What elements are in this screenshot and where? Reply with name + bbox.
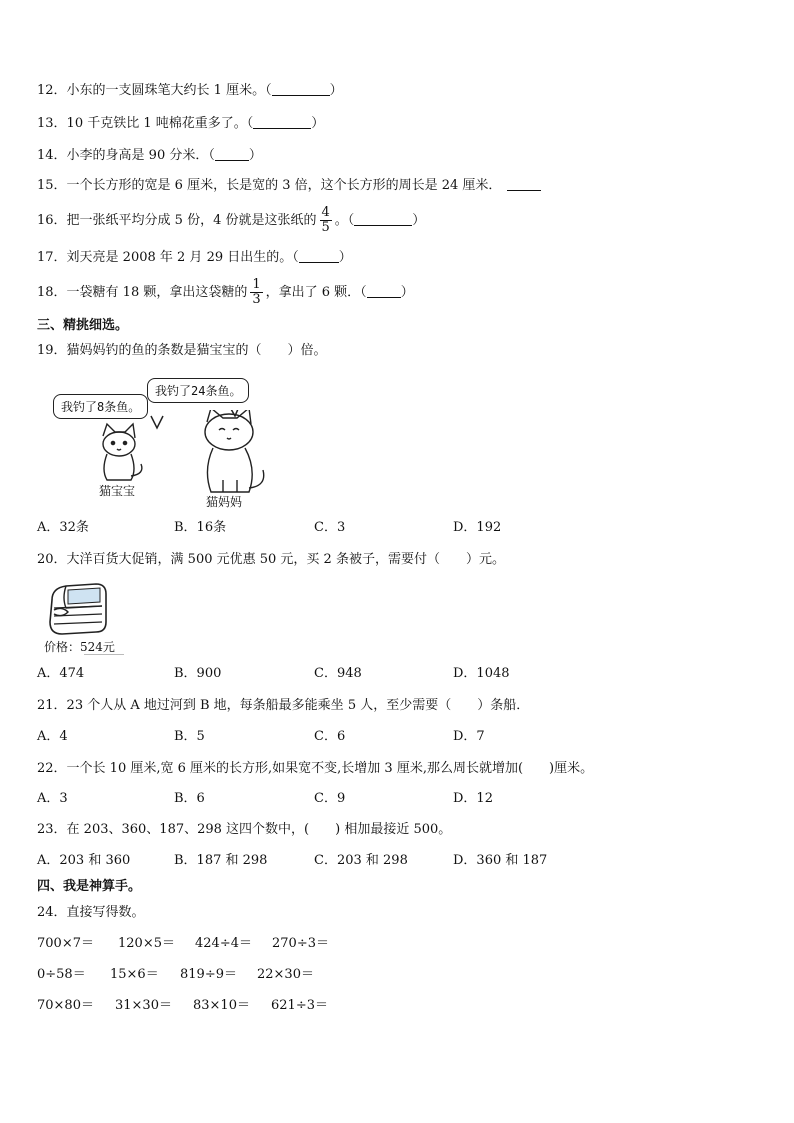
calc-item: 270÷3＝ <box>272 936 329 951</box>
question-number: 12． <box>37 83 67 98</box>
answer-blank[interactable] <box>299 250 339 263</box>
option-d[interactable]: D．192 <box>453 520 502 535</box>
calc-item: 70×80＝ <box>37 998 94 1013</box>
price-underline <box>84 654 124 655</box>
calc-item: 15×6＝ <box>110 967 159 982</box>
option-d[interactable]: D．12 <box>453 791 493 806</box>
quilt-icon <box>44 578 110 638</box>
paren-close: ） <box>400 285 414 300</box>
question-text-tail: ，拿出了 6 颗．（ <box>265 285 367 300</box>
option-a[interactable]: A．203 和 360 <box>37 853 131 868</box>
question-text: 把一张纸平均分成 5 份，4 份就是这张纸的 <box>66 213 317 228</box>
question-number: 16． <box>37 213 67 228</box>
option-b[interactable]: B．16条 <box>174 520 227 535</box>
paren-close: ） <box>311 116 325 131</box>
question-21: 21．23 个人从 A 地过河到 B 地，每条船最多能乘坐 5 人，至少需要（ ）条船． <box>37 698 530 713</box>
option-c[interactable]: C．3 <box>314 520 346 535</box>
price-label: 价格： <box>44 640 81 654</box>
mother-cat-icon <box>205 410 264 492</box>
option-a[interactable]: A．4 <box>37 729 68 744</box>
answer-blank[interactable] <box>253 116 311 129</box>
paren-close: ） <box>248 148 262 163</box>
mother-cat-label: 猫妈妈 <box>206 495 243 509</box>
question-12 <box>37 83 343 99</box>
question-24: 24．直接写得数。 <box>37 905 145 920</box>
option-b[interactable]: B．900 <box>174 666 222 681</box>
question-23: 23．在 203、360、187、298 这四个数中，( ) 相加最接近 500。 <box>37 822 452 837</box>
option-d[interactable]: D．1048 <box>453 666 510 681</box>
fraction-numerator: 1 <box>252 277 261 292</box>
option-c[interactable]: C．9 <box>314 791 346 806</box>
fraction-denominator: 5 <box>321 220 330 235</box>
speech-bubble-mother-cat: 我钓了24条鱼。 <box>147 378 249 403</box>
calc-item: 819÷9＝ <box>180 967 237 982</box>
question-22: 22．一个长 10 厘米,宽 6 厘米的长方形,如果宽不变,长增加 3 厘米,那么周长就增加( )厘米。 <box>37 761 594 776</box>
option-c[interactable]: C．203 和 298 <box>314 853 408 868</box>
kitten-label: 猫宝宝 <box>99 484 136 498</box>
question-19: 19．猫妈妈钓的鱼的条数是猫宝宝的（ ）倍。 <box>37 343 327 358</box>
question-17 <box>37 250 352 266</box>
answer-blank[interactable] <box>367 285 401 298</box>
question-number: 14． <box>37 148 67 163</box>
question-number: 15． <box>37 178 67 193</box>
paren-close: ） <box>329 83 343 98</box>
question-text-tail: 。（ <box>334 213 355 228</box>
paren-close: ） <box>412 213 426 228</box>
calc-item: 621÷3＝ <box>271 998 328 1013</box>
option-a[interactable]: A．32条 <box>37 520 89 535</box>
question-15 <box>37 178 541 194</box>
price-value: 524元 <box>80 640 115 654</box>
question-20: 20．大洋百货大促销，满 500 元优惠 50 元，买 2 条被子，需要付（ ）元。 <box>37 552 505 567</box>
option-a[interactable]: A．3 <box>37 791 68 806</box>
section-heading-3: 三、精挑细选。 <box>37 318 129 333</box>
option-c[interactable]: C．6 <box>314 729 346 744</box>
paren-close: ） <box>338 250 352 265</box>
question-13 <box>37 116 324 132</box>
speech-bubble-kitten: 我钓了8条鱼。 <box>53 394 148 419</box>
question-16 <box>37 204 425 238</box>
question-14 <box>37 148 262 164</box>
fraction <box>320 206 332 235</box>
calc-item: 31×30＝ <box>115 998 172 1013</box>
option-b[interactable]: B．187 和 298 <box>174 853 268 868</box>
fraction-denominator: 3 <box>252 292 261 307</box>
calc-item: 700×7＝ <box>37 936 94 951</box>
option-a[interactable]: A．474 <box>37 666 85 681</box>
question-text: 小李的身高是 90 分米．（ <box>66 148 215 163</box>
question-text: 10 千克铁比 1 吨棉花重多了。（ <box>66 116 254 131</box>
option-d[interactable]: D．7 <box>453 729 485 744</box>
question-text: 刘天亮是 2008 年 2 月 29 日出生的。（ <box>66 250 299 265</box>
question-number: 18． <box>37 285 67 300</box>
option-d[interactable]: D．360 和 187 <box>453 853 548 868</box>
fraction-numerator: 4 <box>321 205 330 220</box>
question-text: 一袋糖有 18 颗，拿出这袋糖的 <box>66 285 248 300</box>
calc-item: 424÷4＝ <box>195 936 252 951</box>
question-text: 小东的一支圆珠笔大约长 1 厘米。（ <box>66 83 272 98</box>
option-b[interactable]: B．5 <box>174 729 205 744</box>
section-heading-4: 四、我是神算手。 <box>37 879 142 894</box>
option-b[interactable]: B．6 <box>174 791 205 806</box>
kitten-icon <box>103 424 142 480</box>
price-caption <box>44 638 115 655</box>
question-text: 一个长方形的宽是 6 厘米，长是宽的 3 倍，这个长方形的周长是 24 厘米． <box>66 178 502 193</box>
question-number: 13． <box>37 116 67 131</box>
question-18 <box>37 276 414 310</box>
answer-blank[interactable] <box>215 148 249 161</box>
option-c[interactable]: C．948 <box>314 666 362 681</box>
fraction <box>250 278 262 307</box>
calc-item: 83×10＝ <box>193 998 250 1013</box>
answer-blank[interactable] <box>354 213 412 226</box>
answer-blank[interactable] <box>507 178 541 191</box>
calc-item: 22×30＝ <box>257 967 314 982</box>
calc-item: 0÷58＝ <box>37 967 86 982</box>
answer-blank[interactable] <box>272 83 330 96</box>
calc-item: 120×5＝ <box>118 936 175 951</box>
question-number: 17． <box>37 250 67 265</box>
